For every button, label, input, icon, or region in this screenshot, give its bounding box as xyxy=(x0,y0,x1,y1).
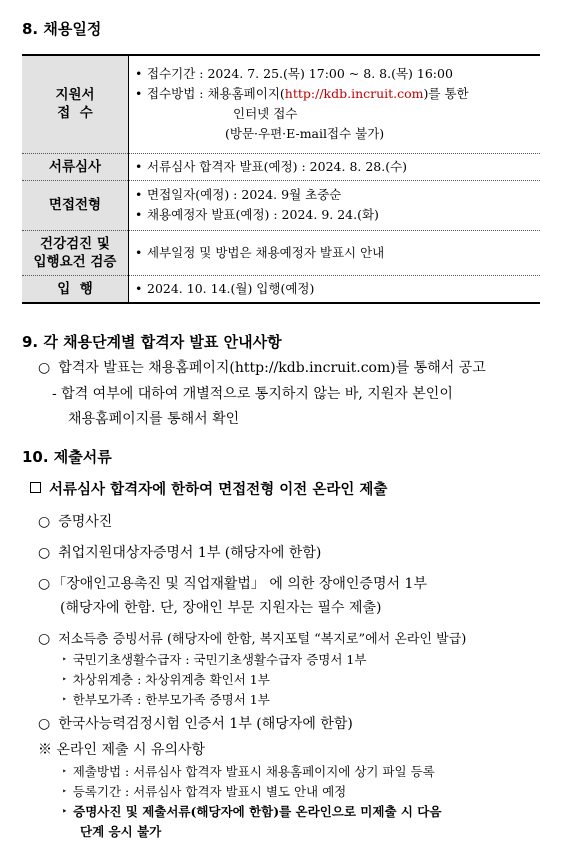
note-1: ‣ 제출방법 : 서류심사 합격자 발표시 채용홈페이지에 상기 파일 등록 xyxy=(62,764,435,779)
row-value: • 접수기간 : 2024. 7. 25.(목) 17:00 ~ 8. 8.(목) 16:00 • 접수방법 : 채용홈페이지(http://kdb.incruit.com)를 통한 인터넷 접수 (방문·우편·E-mail접수 불가) xyxy=(135,66,469,142)
section9-line1: ○ 합격자 발표는 채용홈페이지(http://kdb.incruit.com)를 통해서 공고 xyxy=(38,360,486,376)
section9-line3: 채용홈페이지를 통해서 확인 xyxy=(68,411,240,427)
note-2: ‣ 등록기간 : 서류심사 합격자 발표시 별도 안내 예정 xyxy=(62,784,347,799)
checkbox-square-icon xyxy=(30,482,41,493)
notes-title: ※ 온라인 제출 시 유의사항 xyxy=(38,742,206,758)
row-label: 지원서 접 수 xyxy=(22,55,129,153)
item-disability: ○ 「장애인고용촉진 및 직업재활법」 에 의한 장애인증명서 1부 xyxy=(38,576,427,592)
row-label: 건강검진 및 입행요건 검증 xyxy=(22,230,129,275)
table-row xyxy=(22,153,540,180)
recruit-url[interactable]: http://kdb.incruit.com xyxy=(284,86,424,102)
note-3-bold-cont: 단계 응시 불가 xyxy=(80,824,162,839)
section9-title: 9. 각 채용단계별 합격자 발표 안내사항 xyxy=(22,333,282,351)
triangle-bullet-icon: ‣ xyxy=(62,655,67,664)
item-korean-history: ○ 한국사능력검정시험 인증서 1부 (해당자에 한함) xyxy=(38,716,353,732)
section9-line2: - 합격 여부에 대하여 개별적으로 통지하지 않는 바, 지원자 본인이 xyxy=(52,386,453,402)
item-employment-cert: ○ 취업지원대상자증명서 1부 (해당자에 한함) xyxy=(38,545,322,561)
table-row xyxy=(22,55,540,153)
section10-subtitle: 서류심사 합격자에 한하여 면접전형 이전 온라인 제출 xyxy=(30,478,387,499)
section8-title: 8. 채용일정 xyxy=(22,20,102,38)
triangle-bullet-icon: ‣ xyxy=(62,767,67,776)
row-label: 서류심사 xyxy=(22,153,129,180)
triangle-bullet-icon: ‣ xyxy=(62,787,67,796)
row-value: • 세부일정 및 방법은 채용예정자 발표시 안내 xyxy=(135,244,385,260)
schedule-table xyxy=(22,54,540,304)
row-label: 입 행 xyxy=(22,275,129,303)
table-row xyxy=(22,275,540,303)
row-value: • 면접일자(예정) : 2024. 9월 초중순 • 채용예정자 발표(예정) : 2024. 9. 24.(화) xyxy=(135,187,379,222)
note-3-bold: ‣ 증명사진 및 제출서류(해당자에 한함)를 온라인으로 미제출 시 다음 xyxy=(62,804,442,819)
section10-title: 10. 제출서류 xyxy=(22,448,112,466)
triangle-bullet-icon: ‣ xyxy=(62,806,68,816)
row-value: • 2024. 10. 14.(월) 입행(예정) xyxy=(135,280,315,296)
low-income-sub-3: ‣ 한부모가족 : 한부모가족 증명서 1부 xyxy=(62,692,270,707)
item-photo: ○ 증명사진 xyxy=(38,514,113,530)
low-income-sub-2: ‣ 차상위계층 : 차상위계층 확인서 1부 xyxy=(62,672,270,687)
row-value: • 서류심사 합격자 발표(예정) : 2024. 8. 28.(수) xyxy=(135,158,408,174)
triangle-bullet-icon: ‣ xyxy=(62,675,67,684)
item-disability-note: (해당자에 한함. 단, 장애인 부문 지원자는 필수 제출) xyxy=(60,600,382,616)
low-income-sub-1: ‣ 국민기초생활수급자 : 국민기초생활수급자 증명서 1부 xyxy=(62,652,367,667)
table-row xyxy=(22,180,540,230)
triangle-bullet-icon: ‣ xyxy=(62,695,67,704)
item-low-income: ○ 저소득층 증빙서류 (해당자에 한함, 복지포털 “복지로”에서 온라인 발급) xyxy=(38,631,467,647)
row-label: 면접전형 xyxy=(22,180,129,230)
table-row xyxy=(22,230,540,275)
